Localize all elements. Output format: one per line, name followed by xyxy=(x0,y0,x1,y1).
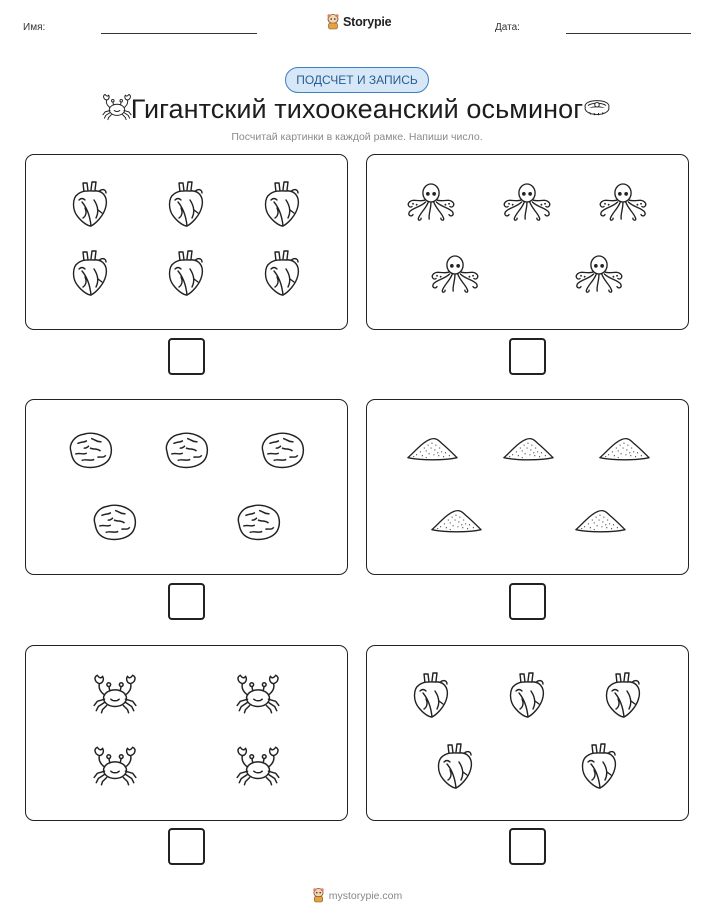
rock-icon xyxy=(64,429,116,471)
counting-frame-3 xyxy=(25,399,348,575)
answer-box-1[interactable] xyxy=(168,338,205,375)
storypie-logo-icon xyxy=(326,14,340,30)
rock-icon xyxy=(232,501,284,543)
heart-icon xyxy=(507,671,547,719)
name-line[interactable] xyxy=(101,33,257,34)
sand-pile-icon xyxy=(597,434,651,464)
counting-frame-2 xyxy=(366,154,689,330)
crab-icon xyxy=(233,673,283,715)
heart-icon xyxy=(411,671,451,719)
sand-pile-icon xyxy=(429,506,483,536)
rock-icon xyxy=(160,429,212,471)
answer-box-2[interactable] xyxy=(509,338,546,375)
heart-icon xyxy=(262,180,302,228)
octopus-icon xyxy=(404,181,458,223)
page-title: Гигантский тихоокеанский осьминог xyxy=(130,94,584,124)
heart-icon xyxy=(262,249,302,297)
worksheet-header xyxy=(0,12,714,42)
crab-icon xyxy=(90,673,140,715)
crab-icon xyxy=(90,745,140,787)
counting-frame-1 xyxy=(25,154,348,330)
brand xyxy=(326,14,391,30)
octopus-icon xyxy=(596,181,650,223)
counting-frame-5 xyxy=(25,645,348,821)
oyster-icon xyxy=(582,94,612,120)
heart-icon xyxy=(435,742,475,790)
sand-pile-icon xyxy=(501,434,555,464)
instructions: Посчитай картинки в каждой рамке. Напиши число. xyxy=(231,131,483,143)
storypie-logo-icon xyxy=(312,888,325,903)
answer-box-4[interactable] xyxy=(509,583,546,620)
answer-box-6[interactable] xyxy=(509,828,546,865)
heart-icon xyxy=(166,180,206,228)
activity-badge: ПОДСЧЕТ И ЗАПИСЬ xyxy=(285,67,429,93)
sand-pile-icon xyxy=(405,434,459,464)
heart-icon xyxy=(166,249,206,297)
date-line[interactable] xyxy=(566,33,691,34)
heart-icon xyxy=(70,180,110,228)
rock-icon xyxy=(88,501,140,543)
answer-box-5[interactable] xyxy=(168,828,205,865)
brand-name: Storypie xyxy=(343,15,392,29)
sand-pile-icon xyxy=(573,506,627,536)
octopus-icon xyxy=(572,253,626,295)
heart-icon xyxy=(579,742,619,790)
footer-url[interactable]: mystorypie.com xyxy=(328,889,403,902)
heart-icon xyxy=(603,671,643,719)
counting-frame-6 xyxy=(366,645,689,821)
crab-icon xyxy=(233,745,283,787)
octopus-icon xyxy=(428,253,482,295)
date-label: Дата: xyxy=(495,22,520,33)
octopus-icon xyxy=(500,181,554,223)
footer xyxy=(0,888,714,903)
counting-frame-4 xyxy=(366,399,689,575)
name-label: Имя: xyxy=(23,22,46,33)
answer-box-3[interactable] xyxy=(168,583,205,620)
heart-icon xyxy=(70,249,110,297)
rock-icon xyxy=(256,429,308,471)
